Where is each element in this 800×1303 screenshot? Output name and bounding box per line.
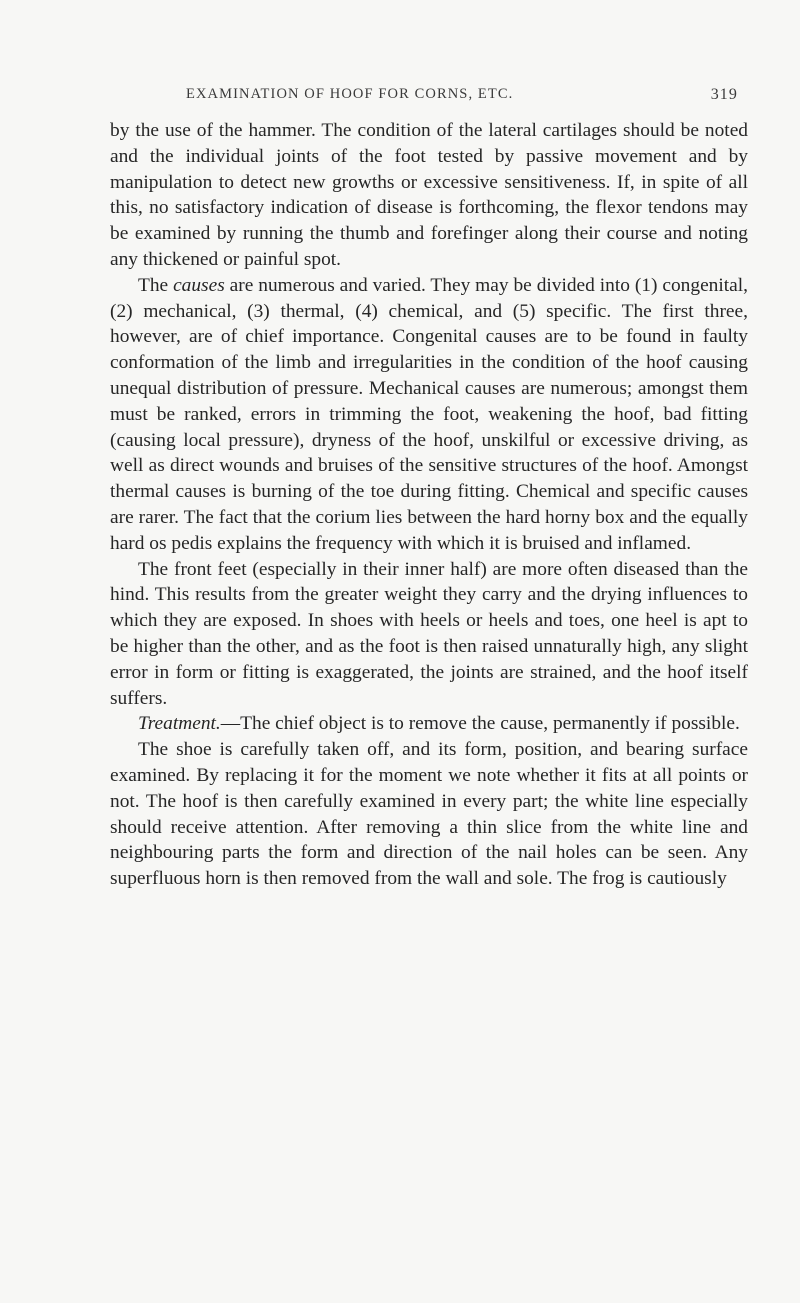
body-text [110,118,748,892]
italic-heading: Treatment. [138,713,221,735]
paragraph-shoe [110,737,748,892]
paragraph-text: —The chief object is to remove the cause, permanently if possible. [220,713,740,735]
paragraph-continued [110,118,748,273]
paragraph-prefix: The [138,274,174,296]
italic-term: causes [173,274,225,296]
paragraph-text: The front feet (especially in their inner half) are more often diseased than the hind. This results from the greater weight they carry and the drying influences to which they are exposed. In shoes with heels or heels and toes, one heel is apt to be higher than the other, and as the foot is then raised unnaturally high, any slight error in form or fitting is exaggerated, the joints are strained, and the hoof itself suffers. [110,558,748,709]
page-number: 319 [710,86,738,103]
paragraph-text: The shoe is carefully taken off, and its form, position, and bearing surface examined. By replacing it for the moment we note whether it fits at all points or not. The hoof is then carefully examined in every part; the white line especially should receive attention. After removing a thin slice from the white line and neighbouring parts the form and direction of the nail holes can be seen. Any superfluous horn is then removed from the wall and sole. The frog is cautiously [110,739,748,890]
paragraph-causes [110,273,748,557]
paragraph-treatment [110,711,748,737]
running-head-title: EXAMINATION OF HOOF FOR CORNS, ETC. [186,86,514,102]
paragraph-text: are numerous and varied. They may be divided into (1) congenital, (2) mechanical, (3) thermal, (4) chemical, and (5) specific. The first three, however, are of chief importance. Congenital causes are to be found in faulty conformation of the limb and irregularities in the condition of the hoof causing unequal distribution of pressure. Mechanical causes are numerous; amongst them must be ranked, errors in trimming the foot, weakening the hoof, bad fitting (causing local pressure), dryness of the hoof, unskilful or excessive driving, as well as direct wounds and bruises of the sensitive structures of the hoof. Amongst thermal causes is burning of the toe during fitting. Chemical and specific causes are rarer. The fact that the corium lies between the hard horny box and the equally hard os pedis explains the frequency with which it is bruised and inflamed. [110,274,748,554]
paragraph-text: by the use of the hammer. The condition of the lateral cartilages should be noted and the individual joints of the foot tested by passive movement and by manipulation to detect new growths or excessive sensitiveness. If, in spite of all this, no satisfactory indication of disease is forthcoming, the flexor tendons may be examined by running the thumb and forefinger along their course and noting any thickened or painful spot. [110,120,748,270]
running-head [186,86,738,108]
paragraph-front-feet [110,557,748,712]
